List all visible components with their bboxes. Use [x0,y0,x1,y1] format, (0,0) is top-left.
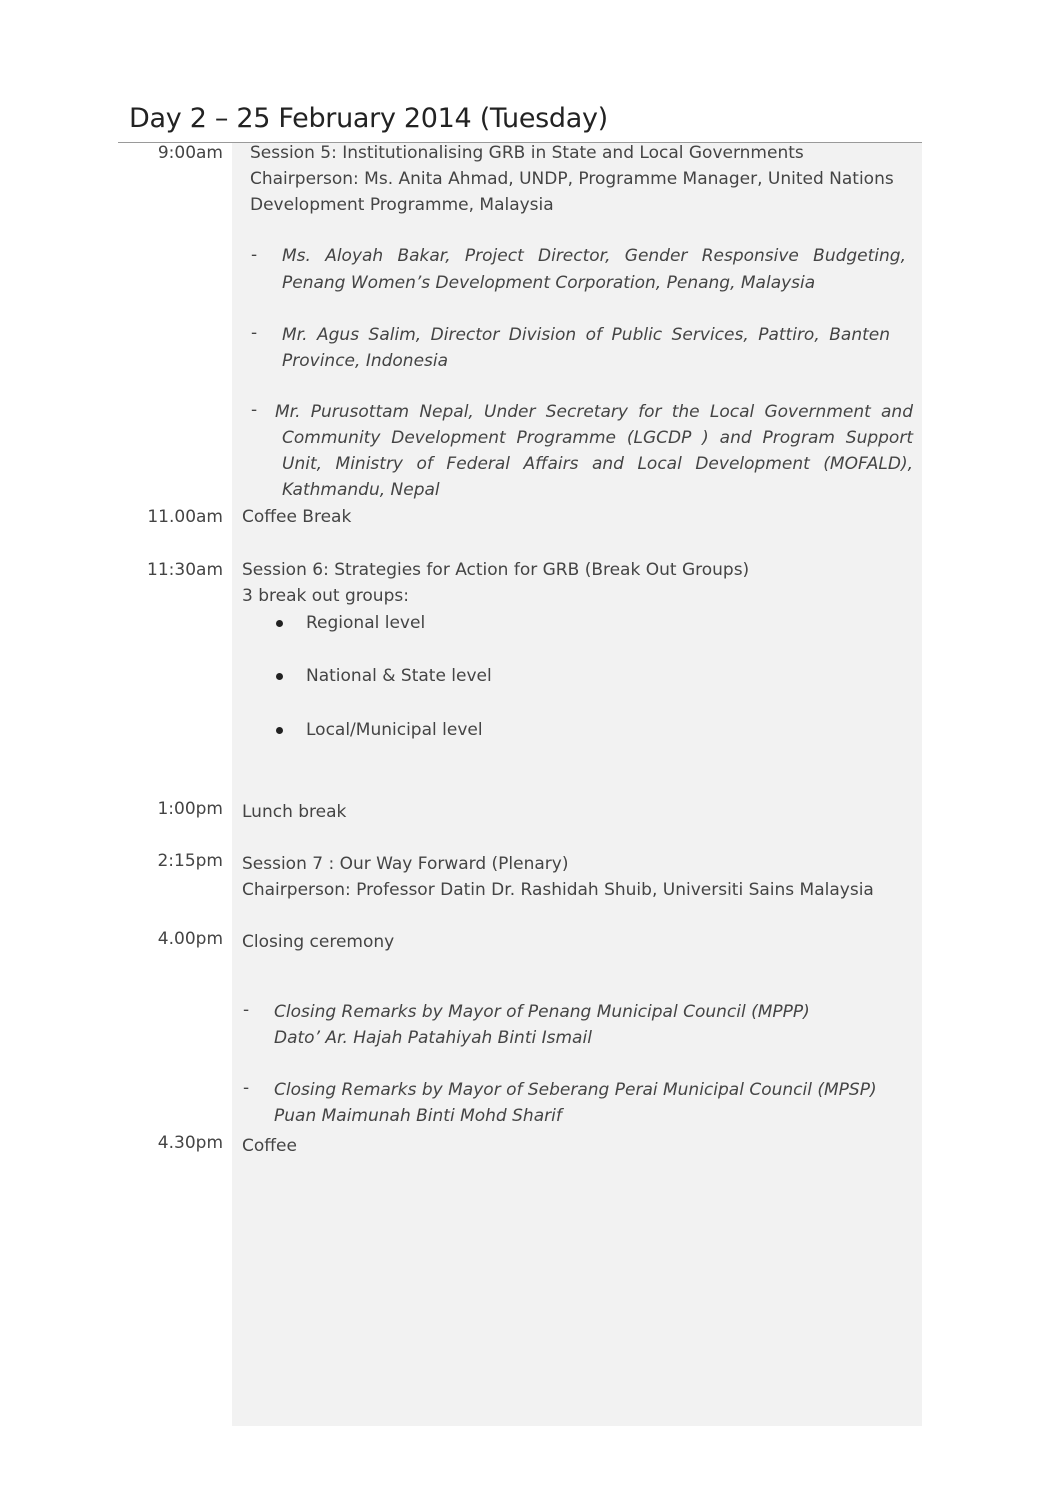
session-5-title: Session 5: Institutionalising GRB in State and Local Governments [250,143,804,163]
speaker-3-line2: Community Development Programme (LGCDP ) and Program Support [282,428,913,448]
dash-marker: - [243,1078,250,1098]
session-6-title: Session 6: Strategies for Action for GRB (Break Out Groups) [242,560,750,580]
time-215pm: 2:15pm [157,851,223,871]
bullet-icon [276,727,283,734]
coffee: Coffee [242,1136,297,1156]
remark-2-line1: Closing Remarks by Mayor of Seberang Perai Municipal Council (MPSP) [274,1080,877,1100]
time-430pm: 4.30pm [157,1133,223,1153]
dash-marker: - [251,400,258,420]
session-5-chair-line2: Development Programme, Malaysia [250,195,554,215]
group-regional: Regional level [306,613,426,633]
speaker-3-line1: Mr. Purusottam Nepal, Under Secretary for the Local Government and [275,402,913,422]
dash-marker: - [243,1000,250,1020]
speaker-3-line4: Kathmandu, Nepal [282,480,440,500]
bullet-icon [276,620,283,627]
speaker-2-line2: Province, Indonesia [282,351,449,371]
breakout-intro: 3 break out groups: [242,586,409,606]
group-national: National & State level [306,666,492,686]
speaker-1-line1: Ms. Aloyah Bakar, Project Director, Gender Responsive Budgeting, [282,246,906,266]
time-9am: 9:00am [157,143,223,163]
lunch-break: Lunch break [242,802,347,822]
dash-marker: - [251,323,258,343]
time-4pm: 4.00pm [157,929,223,949]
speaker-3-line3: Unit, Ministry of Federal Affairs and Local Development (MOFALD), [282,454,913,474]
remark-1-line1: Closing Remarks by Mayor of Penang Municipal Council (MPPP) [274,1002,810,1022]
session-7-chair: Chairperson: Professor Datin Dr. Rashidah Shuib, Universiti Sains Malaysia [242,880,874,900]
bullet-icon [276,673,283,680]
page-title: Day 2 – 25 February 2014 (Tuesday) [129,103,608,134]
speaker-1-line2: Penang Women’s Development Corporation, Penang, Malaysia [282,273,816,293]
time-1pm: 1:00pm [157,799,223,819]
session-7-title: Session 7 : Our Way Forward (Plenary) [242,854,569,874]
time-1130am: 11:30am [147,560,223,580]
coffee-break: Coffee Break [242,507,352,527]
remark-1-line2: Dato’ Ar. Hajah Patahiyah Binti Ismail [274,1028,592,1048]
group-local: Local/Municipal level [306,720,483,740]
closing-ceremony: Closing ceremony [242,932,395,952]
dash-marker: - [251,245,258,265]
speaker-2-line1: Mr. Agus Salim, Director Division of Public Services, Pattiro, Banten [282,325,890,345]
session-5-chair-line1: Chairperson: Ms. Anita Ahmad, UNDP, Programme Manager, United Nations [250,169,894,189]
remark-2-line2: Puan Maimunah Binti Mohd Sharif [274,1106,562,1126]
time-11am: 11.00am [147,507,223,527]
